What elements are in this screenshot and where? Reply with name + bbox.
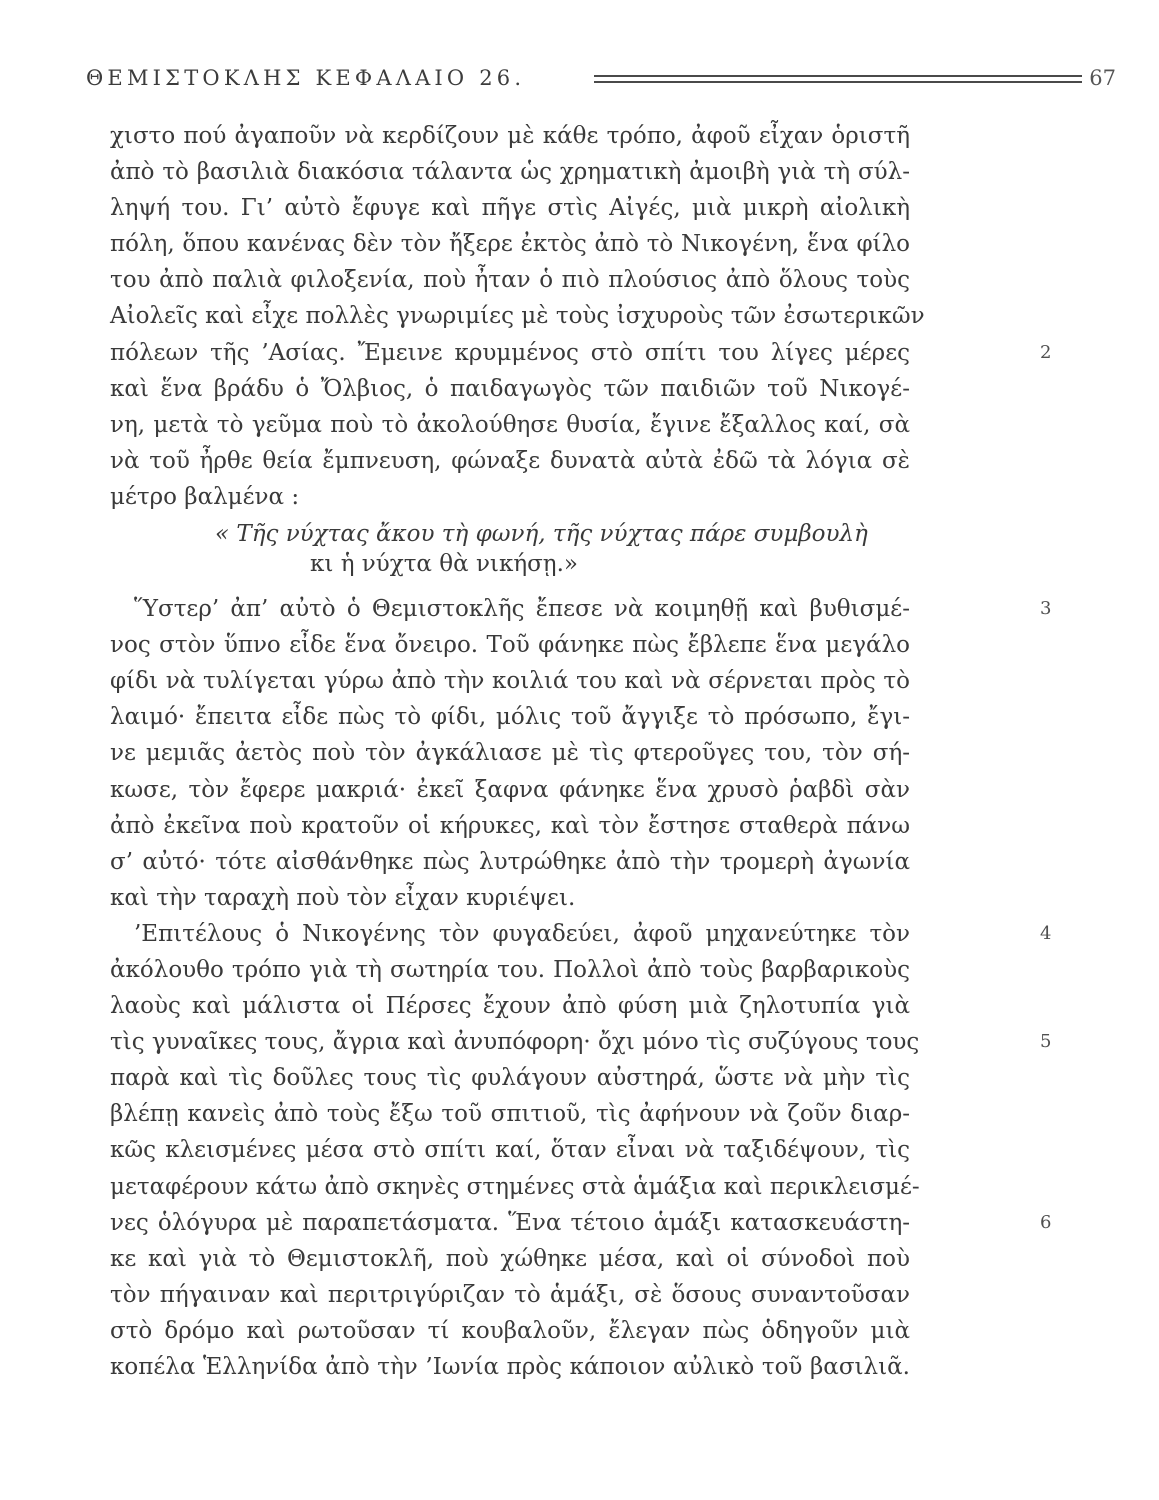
text-line (110, 1024, 1052, 1060)
text-line: πόλη, ὅπου κανένας δὲν τὸν ἤξερε ἐκτὸς ἀπὸ τὸ Νικογένη, ἕνα φίλο (110, 231, 910, 258)
text-line-content: Ὕστερ’ ἀπ’ αὐτὸ ὁ Θεμιστοκλῆς ἔπεσε νὰ κοιμηθῇ καὶ βυθισμέ- (134, 596, 910, 623)
text-line: μέτρο βαλμένα : (110, 483, 300, 510)
text-line (110, 1205, 1052, 1241)
text-line: καὶ τὴν ταραχὴ ποὺ τὸν εἶχαν κυριέψει. (110, 884, 576, 911)
header-rule (594, 81, 1082, 83)
margin-number: 5 (1040, 1031, 1052, 1053)
verse-line: κι ἡ νύχτα θὰ νικήσῃ.» (310, 551, 578, 578)
text-line: νη, μετὰ τὸ γεῦμα ποὺ τὸ ἀκολούθησε θυσία, ἔγινε ἔξαλλος καί, σὰ (110, 411, 910, 438)
text-line: κῶς κλεισμένες μέσα στὸ σπίτι καί, ὅταν εἶναι νὰ ταξιδέψουν, τὶς (110, 1137, 910, 1164)
text-line-content: πόλεων τῆς ’Ασίας. Ἔμεινε κρυμμένος στὸ σπίτι του λίγες μέρες (110, 339, 910, 366)
text-line: κε καὶ γιὰ τὸ Θεμιστοκλῆ, ποὺ χώθηκε μέσα, καὶ οἱ σύνοδοὶ ποὺ (110, 1245, 910, 1272)
margin-number: 6 (1040, 1211, 1052, 1233)
text-line: στὸ δρόμο καὶ ρωτοῦσαν τί κουβαλοῦν, ἔλεγαν πὼς ὁδηγοῦν μιὰ (110, 1317, 910, 1344)
text-line: ἀκόλουθο τρόπο γιὰ τὴ σωτηρία του. Πολλοὶ ἀπὸ τοὺς βαρβαρικοὺς (110, 956, 910, 983)
text-line: χιστο πού ἀγαποῦν νὰ κερδίζουν μὲ κάθε τρόπο, ἀφοῦ εἶχαν ὁριστῆ (110, 123, 910, 149)
text-line: ληψή του. Γι’ αὐτὸ ἔφυγε καὶ πῆγε στὶς Αἰγές, μιὰ μικρὴ αἰολικὴ (110, 195, 910, 222)
text-line: λαοὺς καὶ μάλιστα οἱ Πέρσες ἔχουν ἀπὸ φύση μιὰ ζηλοτυπία γιὰ (110, 993, 910, 1020)
text-line (110, 591, 1052, 627)
text-line-content: τὶς γυναῖκες τους, ἄγρια καὶ ἀνυπόφορη· ὄχι μόνο τὶς συζύγους τους (110, 1029, 920, 1056)
text-line: λαιμό· ἔπειτα εἶδε πὼς τὸ φίδι, μόλις τοῦ ἄγγιξε τὸ πρόσωπο, ἔγι- (110, 704, 910, 731)
text-line (110, 335, 1052, 371)
text-line: βλέπῃ κανεὶς ἀπὸ τοὺς ἔξω τοῦ σπιτιοῦ, τὶς ἀφήνουν νὰ ζοῦν διαρ- (110, 1101, 910, 1128)
text-line: νος στὸν ὕπνο εἶδε ἕνα ὄνειρο. Τοῦ φάνηκε πὼς ἔβλεπε ἕνα μεγάλο (110, 632, 910, 659)
text-line (110, 916, 1052, 952)
text-line: κοπέλα Ἑλληνίδα ἀπὸ τὴν ’Ιωνία πρὸς κάποιον αὐλικὸ τοῦ βασιλιᾶ. (110, 1354, 910, 1380)
text-line: τὸν πήγαιναν καὶ περιτριγύριζαν τὸ ἁμάξι, σὲ ὅσους συναντοῦσαν (110, 1281, 910, 1308)
text-line: νε μεμιᾶς ἀετὸς ποὺ τὸν ἀγκάλιασε μὲ τὶς φτεροῦγες του, τὸν σή- (110, 740, 910, 767)
text-line: κωσε, τὸν ἔφερε μακριά· ἐκεῖ ξαφνα φάνηκε ἕνα χρυσὸ ῥαβδὶ σὰν (110, 776, 910, 803)
margin-number: 3 (1040, 598, 1052, 620)
text-line: καὶ ἕνα βράδυ ὁ Ὄλβιος, ὁ παιδαγωγὸς τῶν παιδιῶν τοῦ Νικογέ- (110, 375, 910, 402)
text-line-content: ’Επιτέλους ὁ Νικογένης τὸν φυγαδεύει, ἀφοῦ μηχανεύτηκε τὸν (134, 920, 910, 947)
text-line: φίδι νὰ τυλίγεται γύρω ἀπὸ τὴν κοιλιά του καὶ νὰ σέρνεται πρὸς τὸ (110, 668, 910, 695)
text-line: ἀπὸ τὸ βασιλιὰ διακόσια τάλαντα ὡς χρηματικὴ ἀμοιβὴ γιὰ τὴ σύλ- (110, 159, 910, 186)
verse-line: « Τῆς νύχτας ἄκου τὴ φωνή, τῆς νύχτας πάρε συμβουλὴ (215, 521, 868, 548)
text-line: ἀπὸ ἐκεῖνα ποὺ κρατοῦν οἱ κήρυκες, καὶ τὸν ἔστησε σταθερὰ πάνω (110, 812, 910, 839)
margin-number: 2 (1040, 341, 1052, 363)
text-line: νὰ τοῦ ἦρθε θεία ἔμπνευση, φώναξε δυνατὰ αὐτὰ ἐδῶ τὰ λόγια σὲ (110, 447, 910, 474)
header-rule (594, 75, 1082, 77)
running-header (86, 66, 1116, 96)
text-line: σ’ αὐτό· τότε αἰσθάνθηκε πὼς λυτρώθηκε ἀπὸ τὴν τρομερὴ ἀγωνία (110, 848, 910, 875)
page-number: 67 (1089, 66, 1116, 90)
text-line: παρὰ καὶ τὶς δοῦλες τους τὶς φυλάγουν αὐστηρά, ὥστε νὰ μὴν τὶς (110, 1065, 910, 1092)
running-head-title: ΘΕΜΙΣΤΟΚΛΗΣ ΚΕΦΑΛΑΙΟ 26. (86, 66, 526, 90)
margin-number: 4 (1040, 922, 1052, 944)
body-text (110, 118, 1052, 1385)
text-line-content: νες ὁλόγυρα μὲ παραπετάσματα. Ἕνα τέτοιο ἁμάξι κατασκευάστη- (110, 1209, 910, 1236)
text-line: μεταφέρουν κάτω ἀπὸ σκηνὲς στημένες στὰ ἁμάξια καὶ περικλεισμέ- (110, 1173, 920, 1200)
text-line: Αἰολεῖς καὶ εἶχε πολλὲς γνωριμίες μὲ τοὺς ἰσχυροὺς τῶν ἐσωτερικῶν (110, 303, 925, 330)
text-line: του ἀπὸ παλιὰ φιλοξενία, ποὺ ἦταν ὁ πιὸ πλούσιος ἀπὸ ὅλους τοὺς (110, 267, 910, 294)
